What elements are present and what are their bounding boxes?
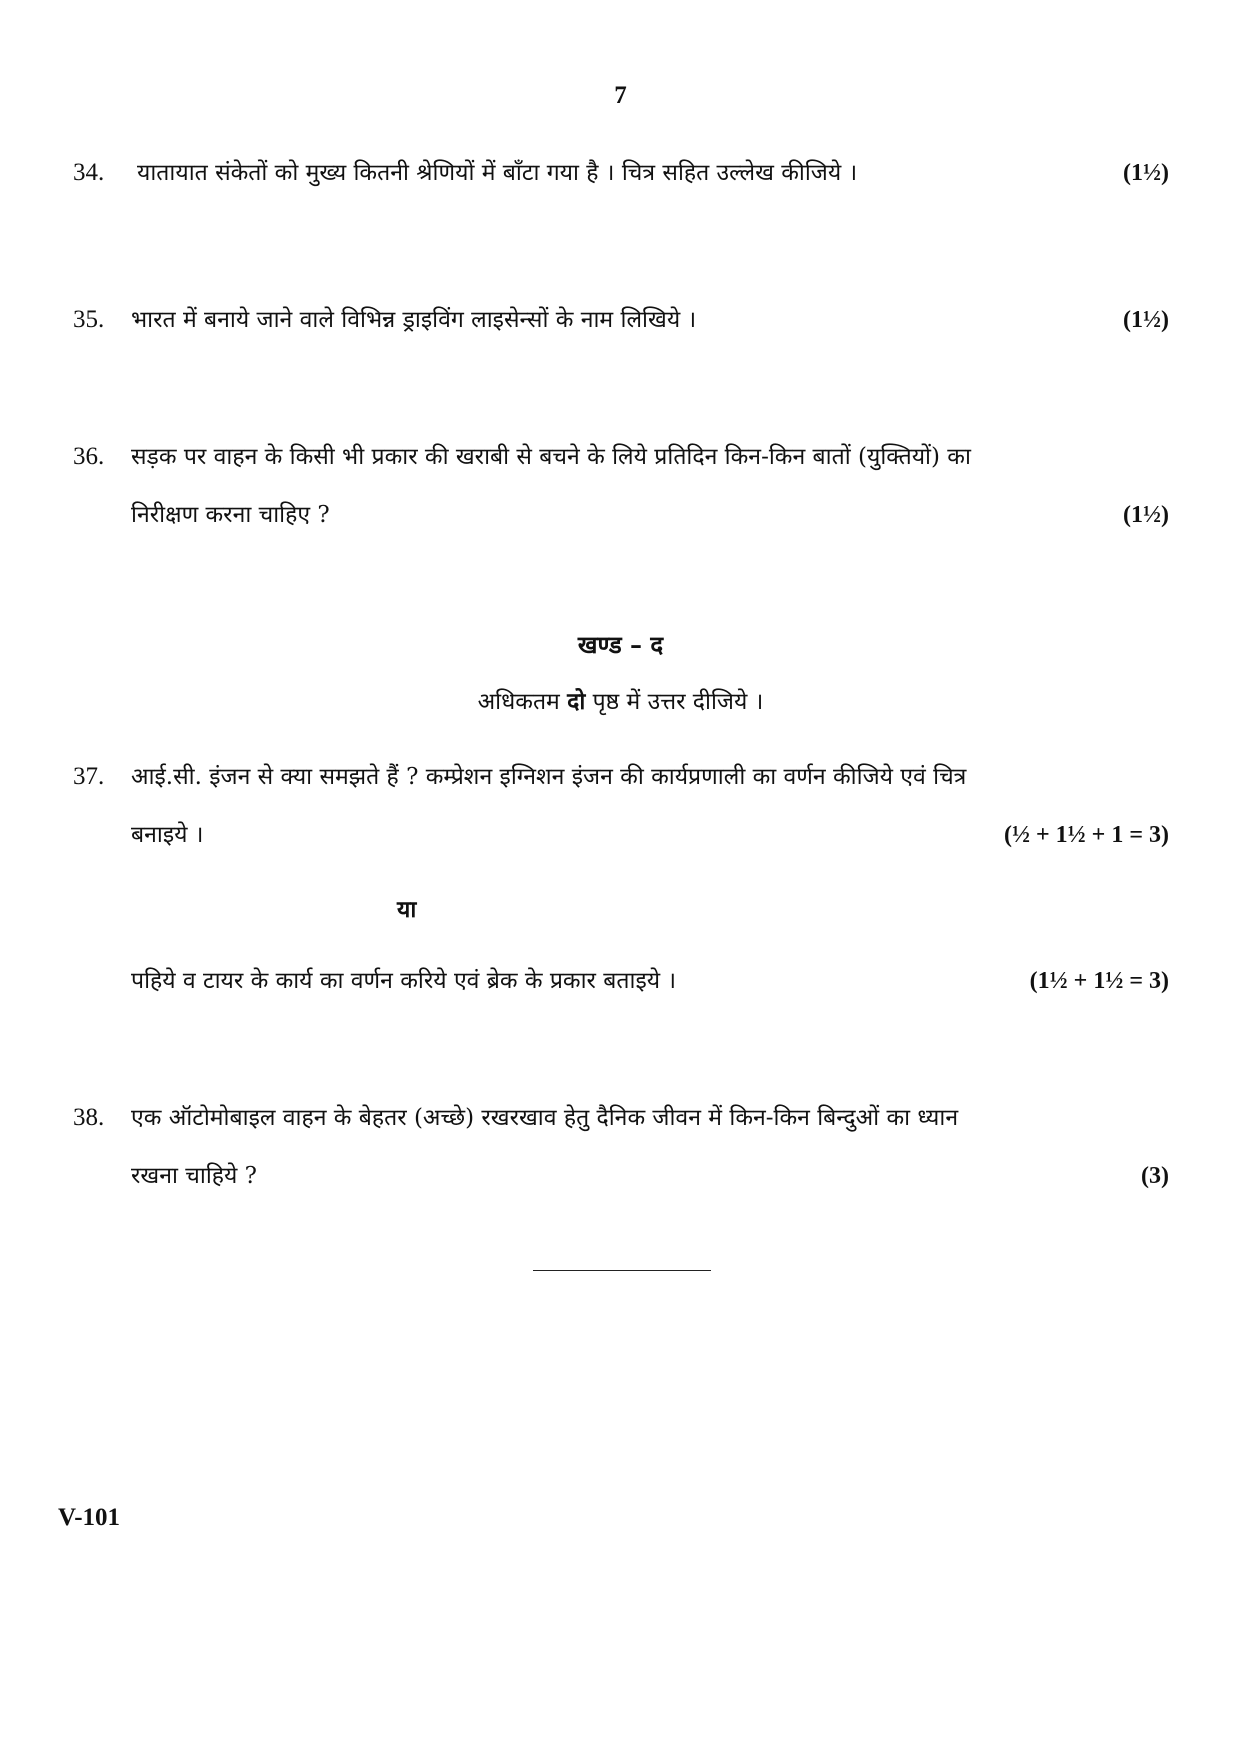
- question-36-continuation: [73, 495, 1169, 535]
- question-text: यातायात संकेतों को मुख्य कितनी श्रेणियों में बाँटा गया है । चित्र सहित उल्लेख कीजिये ।: [137, 160, 858, 186]
- question-text: बनाइये ।: [131, 822, 204, 848]
- instruction-text: पृष्ठ में उत्तर दीजिये ।: [585, 689, 764, 715]
- question-marks: (1½): [1123, 160, 1169, 186]
- question-34: [73, 153, 1169, 193]
- question-38: [73, 1098, 1169, 1138]
- question-number: 35.: [73, 306, 105, 333]
- question-number: 37.: [73, 763, 105, 790]
- instruction-emphasis: दो: [567, 688, 586, 715]
- question-text: आई.सी. इंजन से क्या समझते हैं ? कम्प्रेशन इग्निशन इंजन की कार्यप्रणाली का वर्णन कीजिये एवं चित्र: [131, 764, 967, 790]
- question-35: [73, 300, 1169, 340]
- question-text: सड़क पर वाहन के किसी भी प्रकार की खराबी से बचने के लिये प्रतिदिन किन-किन बातों (युक्तियों) का: [131, 444, 971, 470]
- or-label: या: [397, 896, 417, 923]
- question-number: 34.: [73, 159, 105, 186]
- question-36: [73, 437, 1169, 477]
- question-number: 36.: [73, 443, 105, 470]
- question-marks: (1½ + 1½ = 3): [1029, 968, 1169, 994]
- question-marks: (1½): [1123, 307, 1169, 333]
- question-number: 38.: [73, 1104, 105, 1131]
- question-37-continuation: [73, 815, 1169, 855]
- question-marks: (3): [1141, 1163, 1169, 1189]
- section-title: खण्ड – द: [577, 630, 664, 659]
- section-instruction: [0, 684, 1241, 716]
- question-text: एक ऑटोमोबाइल वाहन के बेहतर (अच्छे) रखरखाव हेतु दैनिक जीवन में किन-किन बिन्दुओं का ध्यान: [131, 1105, 959, 1131]
- question-text: पहिये व टायर के कार्य का वर्णन करिये एवं ब्रेक के प्रकार बताइये ।: [131, 968, 677, 994]
- end-of-paper-rule: [533, 1270, 711, 1271]
- page-number: 7: [614, 82, 627, 109]
- question-37-alternative: [73, 961, 1169, 1001]
- paper-code: V-101: [58, 1504, 121, 1531]
- question-text: भारत में बनाये जाने वाले विभिन्न ड्राइविंग लाइसेन्सों के नाम लिखिये ।: [131, 307, 697, 333]
- question-marks: (½ + 1½ + 1 = 3): [1003, 822, 1169, 848]
- question-38-continuation: [73, 1156, 1169, 1196]
- question-text: निरीक्षण करना चाहिए ?: [131, 502, 330, 528]
- question-text: रखना चाहिये ?: [131, 1163, 257, 1189]
- question-marks: (1½): [1123, 502, 1169, 528]
- question-37: [73, 757, 1169, 797]
- instruction-text: अधिकतम: [477, 689, 568, 715]
